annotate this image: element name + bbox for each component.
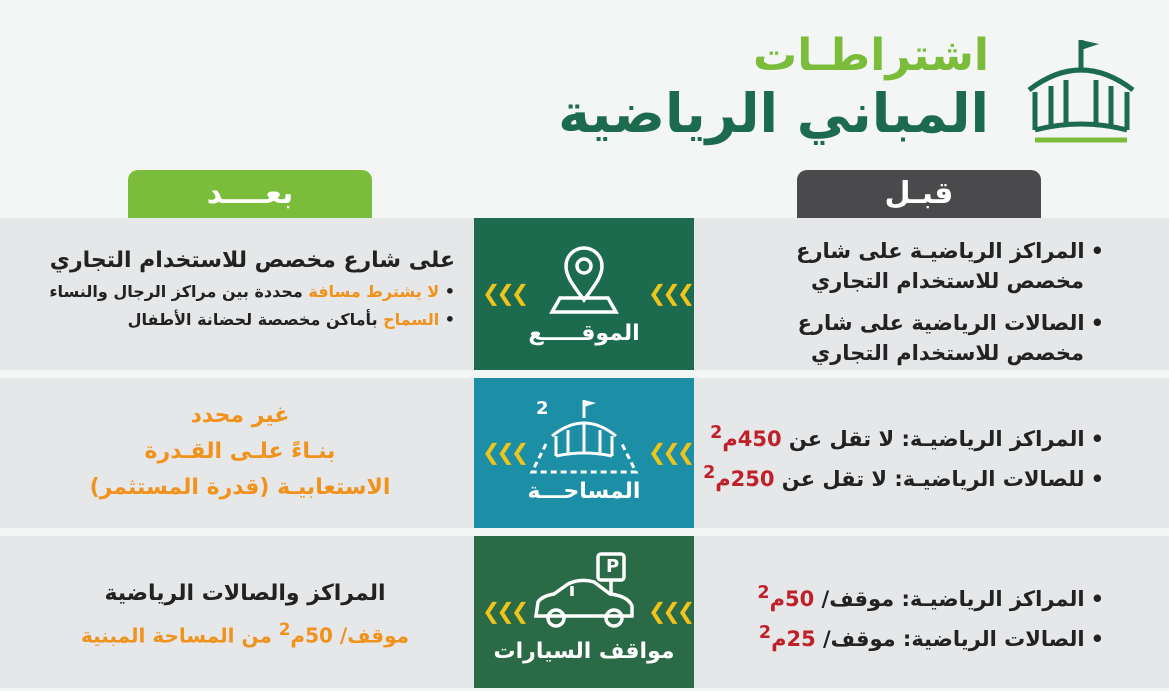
bullet: • [1090, 427, 1104, 451]
item-text: محددة بين مراكز الرجال والنساء [49, 282, 309, 301]
item-text: مخصص للاستخدام التجاري [810, 341, 1084, 365]
stadium-logo-icon [1021, 30, 1141, 150]
location-pin-icon [544, 238, 624, 318]
before-location-list [796, 236, 1104, 368]
bullet: • [1090, 467, 1104, 491]
page-title [558, 30, 989, 146]
item-text: المراكز الرياضيـة على شارع [796, 239, 1085, 263]
highlight-text: لا يشترط مسافة [308, 282, 440, 301]
area-value: 250م [715, 467, 775, 491]
after-location-title: على شارع مخصص للاستخدام التجاري [49, 248, 455, 273]
list-item [703, 456, 1104, 496]
list-item [15, 306, 455, 334]
after-area-line: غير محدد [190, 403, 290, 428]
area-row [0, 378, 1169, 528]
item-text: موقف/ [332, 623, 410, 648]
parking-sign-icon: P [606, 556, 620, 577]
after-location-block [15, 244, 455, 334]
area-value: 450م [722, 427, 782, 451]
item-text: الصالات الرياضية: موقف/ [815, 627, 1085, 651]
after-area-line: الاستعابيـة (قدرة المستثمر) [89, 475, 391, 500]
item-text: مخصص للاستخدام التجاري [810, 269, 1084, 293]
category-label: المساحـــة [527, 479, 641, 504]
bullet: • [444, 282, 455, 301]
list-item [796, 236, 1104, 266]
list-item [796, 338, 1084, 368]
before-area-list [703, 416, 1104, 496]
bullet: • [1090, 239, 1104, 263]
bullet: • [1090, 311, 1104, 335]
list-item [703, 416, 1104, 456]
before-parking-list [757, 576, 1104, 656]
bullet: • [1090, 587, 1104, 611]
after-area-block [60, 398, 420, 506]
after-area-line: بنـاءً علـى القـدرة [144, 439, 336, 464]
parking-value: 50م [769, 587, 815, 611]
chevron-left-icon: ❮❮❮ [482, 440, 526, 466]
after-parking-block [60, 576, 430, 654]
item-text: المراكز الرياضيـة: لا تقل عن [781, 427, 1085, 451]
location-row [0, 218, 1169, 370]
superscript: 2 [758, 623, 772, 643]
superscript: 2 [703, 463, 716, 483]
category-label: مواقف السيارات [493, 639, 675, 664]
bullet: • [444, 310, 455, 329]
title-line-2: المباني الرياضية [558, 82, 989, 145]
item-text: المراكز الرياضيـة: موقف/ [814, 587, 1085, 611]
chevron-left-icon: ❮❮❮ [648, 599, 692, 625]
item-text: الصالات الرياضية على شارع [797, 311, 1085, 335]
car-icon [524, 550, 644, 640]
item-text: للصالات الرياضيـة: لا تقل عن [774, 467, 1085, 491]
category-label: الموقـــــع [528, 321, 640, 346]
item-text: بأماكن مخصصة لحضانة الأطفال [127, 310, 384, 329]
before-column-tab: قبـل [797, 170, 1041, 218]
highlight-text: السماح [383, 310, 440, 329]
area-badge: 2 [536, 398, 549, 419]
list-item [757, 616, 1104, 656]
list-item [757, 576, 1104, 616]
list-item [15, 278, 455, 306]
superscript: 2 [278, 620, 291, 639]
item-text: من المساحة المبنية [80, 623, 279, 648]
superscript: 2 [757, 583, 770, 603]
after-parking-line [60, 612, 430, 654]
list-item [796, 266, 1084, 296]
list-item [796, 308, 1104, 338]
bullet: • [1090, 627, 1104, 651]
title-line-1: اشتراطـات [753, 30, 989, 81]
chevron-left-icon: ❮❮❮ [482, 599, 526, 625]
chevron-left-icon: ❮❮❮ [648, 440, 692, 466]
parking-value: 25م [771, 627, 816, 651]
chevron-left-icon: ❮❮❮ [482, 281, 526, 307]
superscript: 2 [710, 423, 723, 443]
after-parking-title: المراكز والصالات الرياضية [104, 581, 386, 606]
parking-row [0, 536, 1169, 688]
parking-value: 50م [290, 623, 333, 648]
after-column-tab: بعــــد [128, 170, 372, 218]
chevron-left-icon: ❮❮❮ [648, 281, 692, 307]
